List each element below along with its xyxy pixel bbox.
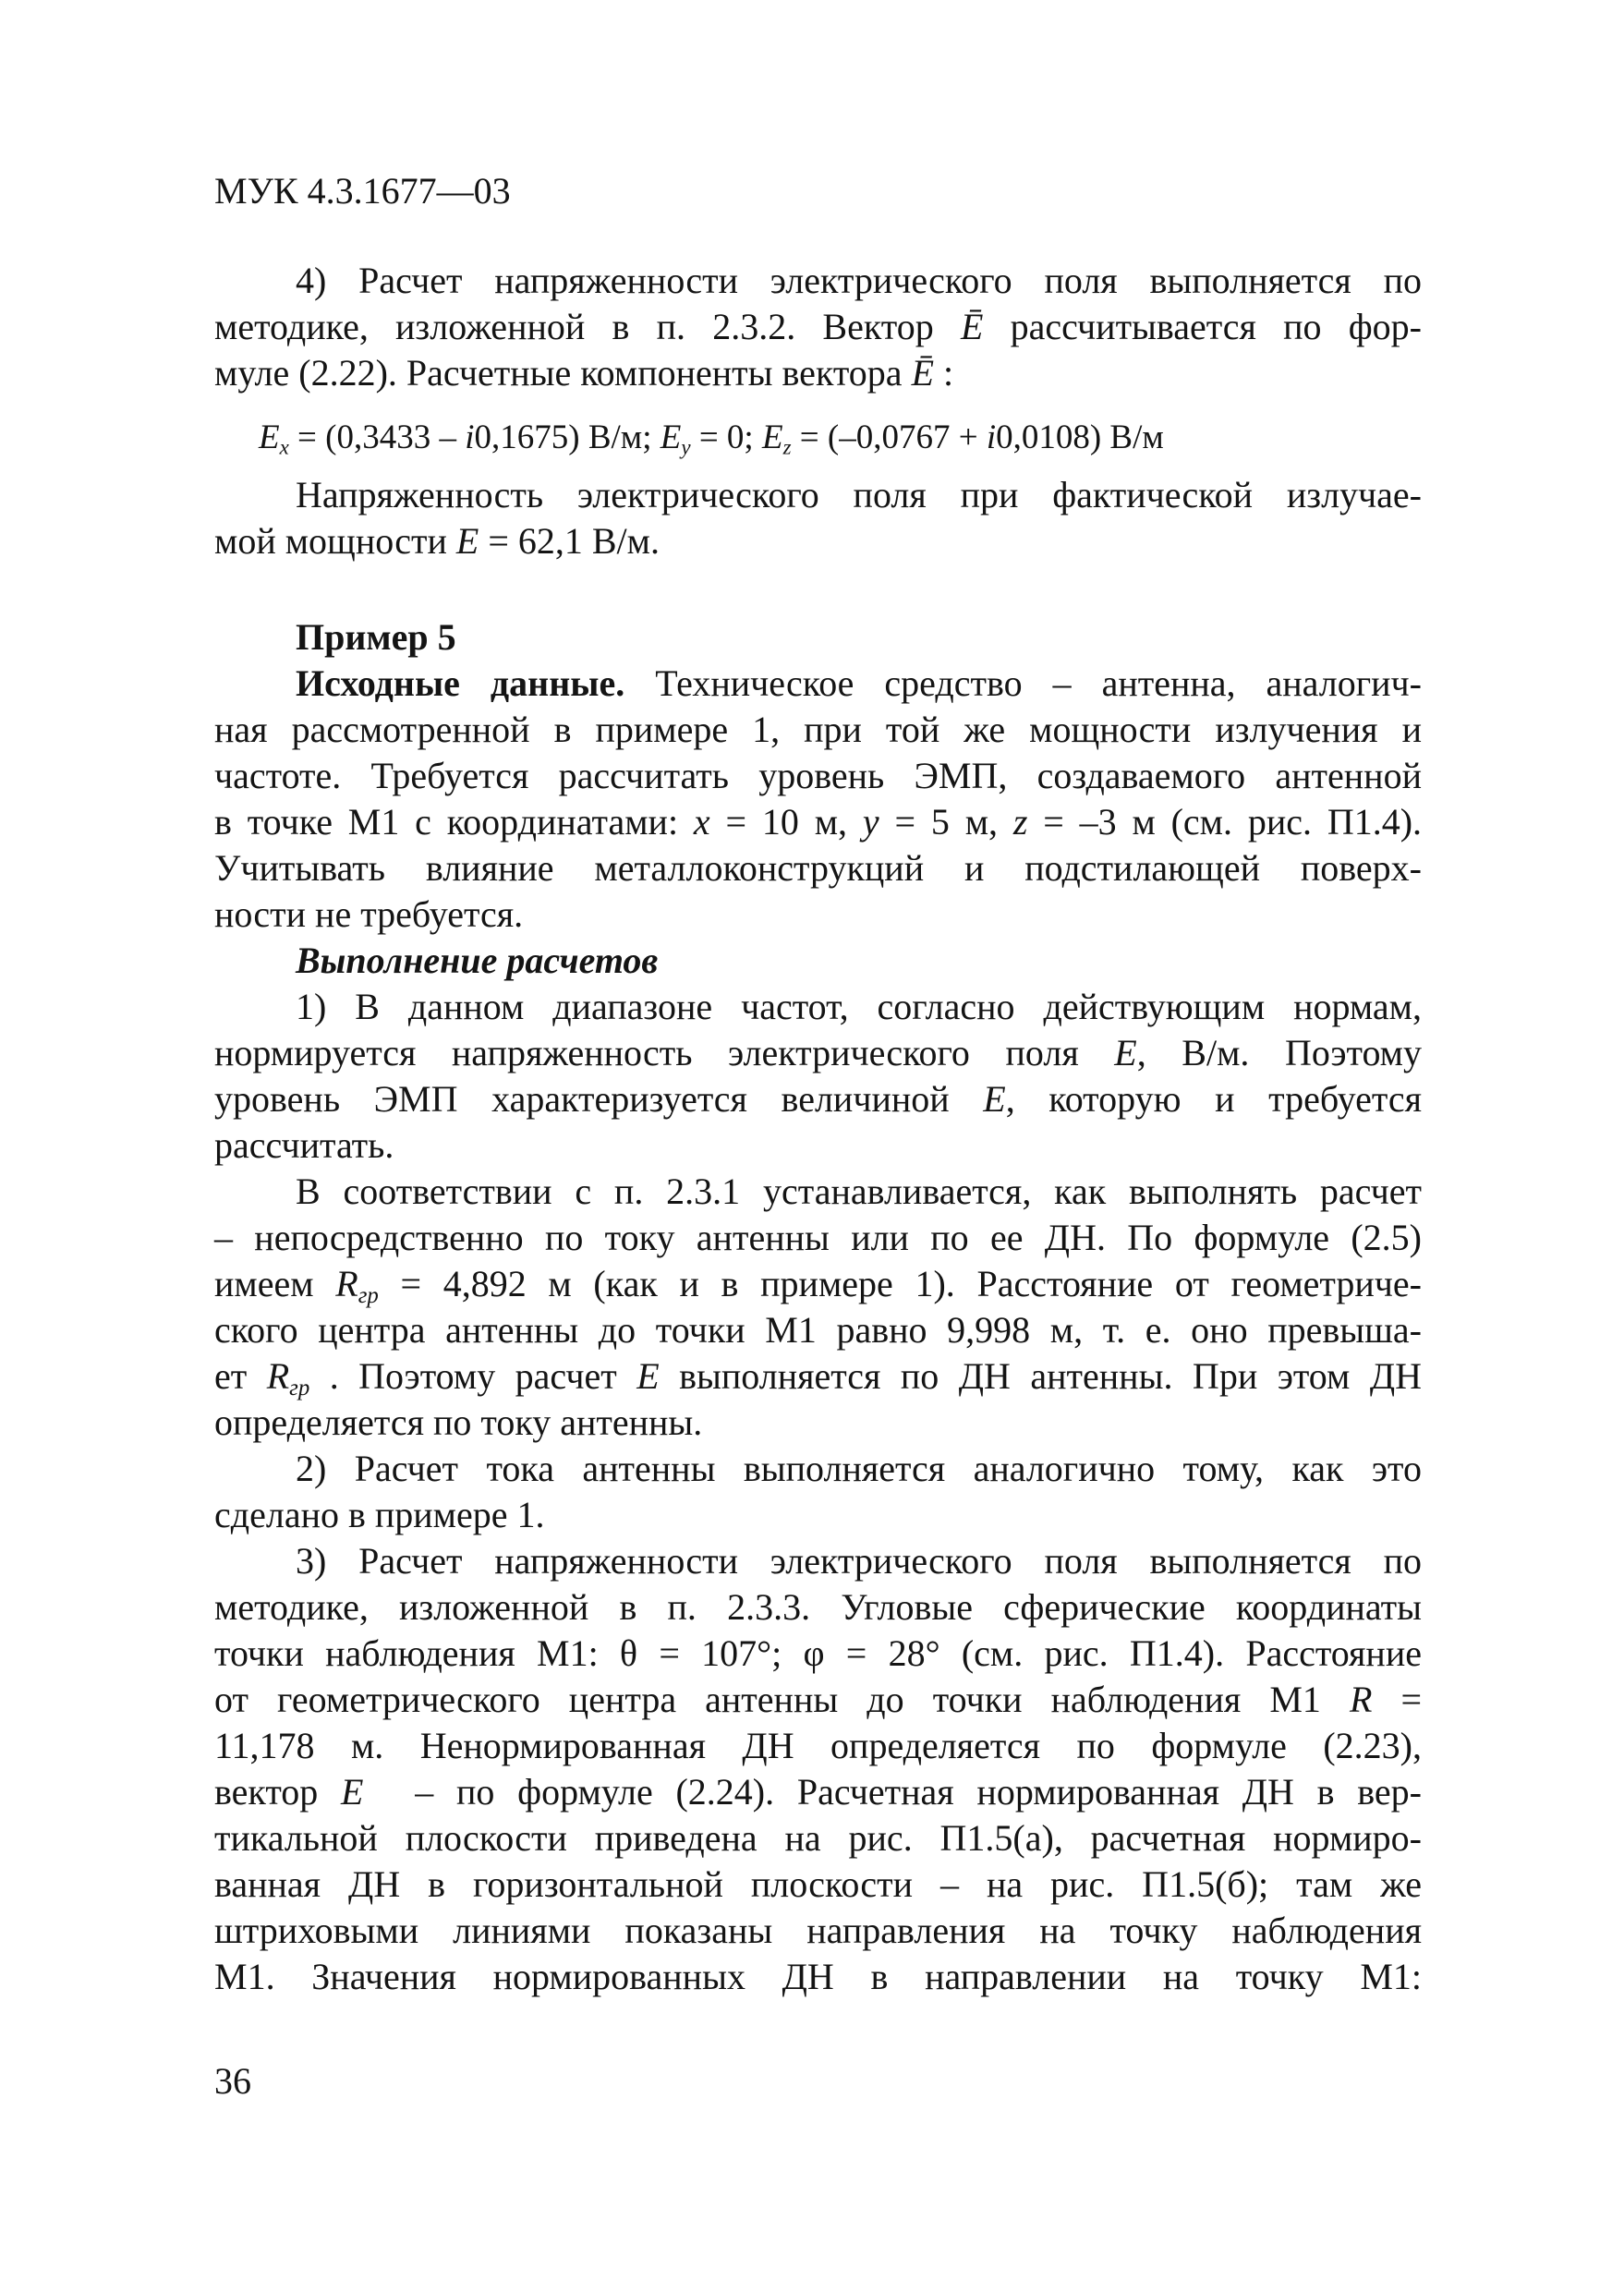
text-run-i: E bbox=[455, 520, 479, 562]
text-run: , которую и требуется bbox=[1005, 1078, 1422, 1120]
text-run: методике, изложенной в п. 2.3.3. Угловые сферические координаты bbox=[214, 1586, 1422, 1628]
text-run: нормируется напряженность электрического поля bbox=[214, 1032, 1115, 1073]
text-line bbox=[214, 1954, 1422, 2000]
text-run: = 4,892 м (как и в примере 1). Расстояние от геометриче- bbox=[378, 1263, 1423, 1304]
text-line bbox=[214, 1030, 1422, 1076]
text-line bbox=[214, 1122, 1422, 1169]
text-run: – по формуле (2.24). Расчетная нормированная ДН в вер- bbox=[392, 1771, 1423, 1813]
text-run: Напряженность электрического поля при фактической излучае- bbox=[296, 474, 1422, 515]
text-run: тикальной плоскости приведена на рис. П1.5(а), расчетная нормиро- bbox=[214, 1817, 1422, 1859]
text-run: . Поэтому расчет bbox=[309, 1355, 637, 1397]
text-run-i: i bbox=[465, 418, 475, 456]
text-line bbox=[214, 518, 1422, 564]
text-run: = 5 м, bbox=[879, 801, 1013, 843]
text-run: 4) Расчет напряженности электрического поля выполняется по bbox=[296, 260, 1422, 301]
text-line bbox=[214, 661, 1422, 707]
text-run: М1. Значения нормированных ДН в направлении на точку М1: bbox=[214, 1956, 1422, 1997]
text-run: точки наблюдения М1: θ = 107°; φ = 28° (см. рис. П1.4). Расстояние bbox=[214, 1632, 1422, 1674]
text-run: = bbox=[1372, 1679, 1423, 1720]
text-run-i: R bbox=[266, 1355, 290, 1397]
page-number: 36 bbox=[214, 2060, 251, 2102]
text-run: ского центра антенны до точки М1 равно 9,998 м, т. е. оно превыша- bbox=[214, 1309, 1422, 1351]
text-line bbox=[214, 1169, 1422, 1215]
running-header: МУК 4.3.1677—03 bbox=[214, 170, 511, 212]
text-run-isub: гр bbox=[358, 1282, 379, 1308]
section-subheading bbox=[214, 938, 1422, 984]
text-run: вектор bbox=[214, 1771, 341, 1813]
text-run: = (0,3433 – bbox=[288, 418, 466, 456]
text-line bbox=[214, 1446, 1422, 1492]
text-run: уровень ЭМП характеризуется величиной bbox=[214, 1078, 984, 1120]
text-run: 0,0108) В/м bbox=[996, 418, 1164, 456]
text-run-i: E bbox=[660, 418, 682, 456]
text-run-i: y bbox=[862, 801, 879, 843]
text-run: = 10 м, bbox=[709, 801, 863, 843]
text-run-i: E bbox=[761, 418, 783, 456]
text-run-isub: y bbox=[681, 435, 691, 459]
text-line bbox=[214, 1769, 1422, 1815]
text-run: ная рассмотренной в примере 1, при той же мощности излучения и bbox=[214, 709, 1422, 750]
text-run: : bbox=[934, 352, 954, 394]
text-run: определяется по току антенны. bbox=[214, 1401, 703, 1443]
text-run: В соответствии с п. 2.3.1 устанавливается, как выполнять расчет bbox=[296, 1170, 1422, 1212]
text-run: = 0; bbox=[690, 418, 762, 456]
text-run-i: R bbox=[335, 1263, 358, 1304]
text-line bbox=[214, 1861, 1422, 1908]
text-run: выполняется по ДН антенны. При этом ДН bbox=[659, 1355, 1422, 1397]
page-body bbox=[214, 258, 1422, 2000]
text-line bbox=[214, 984, 1422, 1030]
text-line bbox=[214, 1723, 1422, 1769]
text-run: Техническое средство – антенна, аналогич- bbox=[624, 662, 1422, 704]
text-line bbox=[214, 1538, 1422, 1584]
text-run-i: Ē bbox=[960, 306, 984, 347]
text-line bbox=[214, 799, 1422, 845]
text-run: – непосредственно по току антенны или по ее ДН. По формуле (2.5) bbox=[214, 1217, 1422, 1258]
example-heading bbox=[214, 614, 1422, 661]
text-line bbox=[214, 304, 1422, 350]
text-line bbox=[214, 1908, 1422, 1954]
text-run: = (–0,0767 + bbox=[791, 418, 987, 456]
text-run-isub: x bbox=[279, 435, 289, 459]
text-line bbox=[214, 1353, 1422, 1400]
text-run-i: i bbox=[986, 418, 997, 456]
text-run-i: E bbox=[983, 1078, 1006, 1120]
text-run: штриховыми линиями показаны направления на точку наблюдения bbox=[214, 1910, 1422, 1951]
text-line bbox=[214, 1492, 1422, 1538]
text-run: 2) Расчет тока антенны выполняется аналогично тому, как это bbox=[296, 1448, 1422, 1489]
text-run: ности не требуется. bbox=[214, 893, 524, 935]
text-run: = 62,1 В/м. bbox=[479, 520, 660, 562]
text-run: частоте. Требуется рассчитать уровень ЭМП, создаваемого антенной bbox=[214, 755, 1422, 796]
text-line bbox=[214, 472, 1422, 518]
text-run: сделано в примере 1. bbox=[214, 1494, 545, 1535]
text-line bbox=[214, 258, 1422, 304]
text-line bbox=[214, 891, 1422, 938]
text-run: методике, изложенной в п. 2.3.2. Вектор bbox=[214, 306, 961, 347]
text-line bbox=[214, 707, 1422, 753]
text-run-i: E bbox=[1114, 1032, 1137, 1073]
text-run: от геометрического центра антенны до точки наблюдения М1 bbox=[214, 1679, 1350, 1720]
text-run-bi: Выполнение расчетов bbox=[296, 940, 659, 981]
text-line bbox=[214, 753, 1422, 799]
text-run-i: Ē bbox=[911, 352, 934, 394]
text-run-isub: z bbox=[782, 435, 792, 459]
text-run-i: z bbox=[1012, 801, 1028, 843]
text-run-b: Исходные данные. bbox=[296, 662, 625, 704]
text-line bbox=[214, 845, 1422, 891]
text-line bbox=[214, 1261, 1422, 1307]
text-run: муле (2.22). Расчетные компоненты вектора bbox=[214, 352, 912, 394]
text-run-i: E bbox=[259, 418, 280, 456]
text-run: = –3 м (см. рис. П1.4). bbox=[1027, 801, 1423, 843]
text-run-i: E bbox=[636, 1355, 660, 1397]
text-line bbox=[214, 1076, 1422, 1122]
text-run: ванная ДН в горизонтальной плоскости – на рис. П1.5(б); там же bbox=[214, 1863, 1422, 1905]
text-line bbox=[214, 1815, 1422, 1861]
text-run: ет bbox=[214, 1355, 267, 1397]
text-run-i: x bbox=[693, 801, 710, 843]
text-run: 1) В данном диапазоне частот, согласно действующим нормам, bbox=[296, 986, 1422, 1027]
text-run: мой мощности bbox=[214, 520, 456, 562]
text-run: 0,1675) В/м; bbox=[474, 418, 661, 456]
text-run-b: Пример 5 bbox=[296, 616, 456, 658]
text-line bbox=[214, 1631, 1422, 1677]
text-run: 11,178 м. Ненормированная ДН определяется по формуле (2.23), bbox=[214, 1725, 1422, 1766]
text-line bbox=[214, 1677, 1422, 1723]
text-run: имеем bbox=[214, 1263, 336, 1304]
text-line bbox=[214, 1307, 1422, 1353]
text-line bbox=[214, 1584, 1422, 1631]
text-run: Учитывать влияние металлоконструкций и подстилающей поверх- bbox=[214, 847, 1422, 889]
text-line bbox=[214, 1400, 1422, 1446]
formula-line bbox=[214, 415, 1422, 461]
text-line bbox=[214, 1215, 1422, 1261]
text-run: рассчитать. bbox=[214, 1124, 394, 1166]
text-run-i: R bbox=[1349, 1679, 1373, 1720]
text-run: рассчитывается по фор- bbox=[983, 306, 1422, 347]
text-run: , В/м. Поэтому bbox=[1136, 1032, 1422, 1073]
text-run: в точке М1 с координатами: bbox=[214, 801, 694, 843]
text-run-isub: гр bbox=[289, 1375, 310, 1401]
text-run: 3) Расчет напряженности электрического поля выполняется по bbox=[296, 1540, 1422, 1582]
text-line bbox=[214, 350, 1422, 396]
text-run-i: E⃗ bbox=[341, 1771, 393, 1813]
